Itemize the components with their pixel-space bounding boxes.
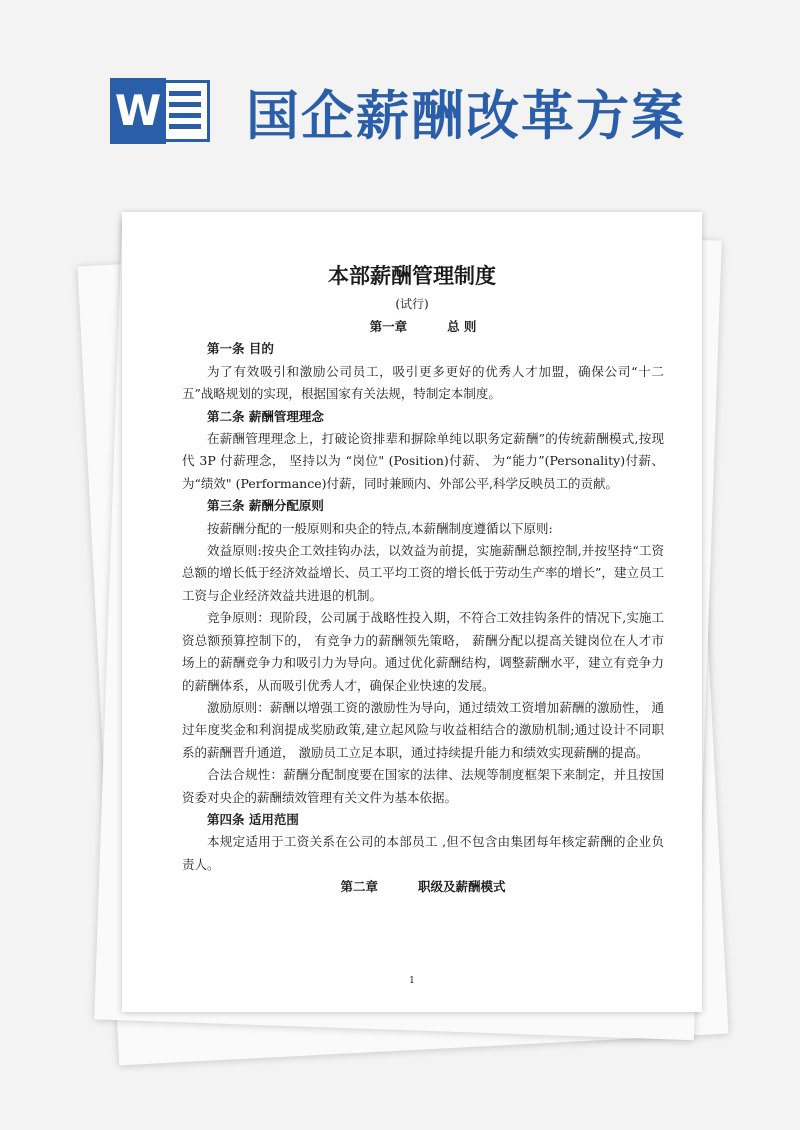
paragraph: 为了有效吸引和激励公司员工，吸引更多更好的优秀人才加盟，确保公司“十二五”战略规划的实现，根据国家有关法规，特制定本制度。 [182, 363, 664, 402]
article-heading: 第四条 适用范围 [207, 811, 299, 827]
banner-title: 国企薪酬改革方案 [246, 86, 686, 147]
chapter-heading: 第一章 总 则 [369, 319, 477, 334]
paragraph: 在薪酬管理理念上，打破论资排辈和摒除单纯以职务定薪酬”的传统薪酬模式,按现代 3P 付薪理念， 坚持以为 “岗位" (Position)付薪、 为“能力”(Personality)付薪、为“绩效" (Performance)付薪，同时兼顾内、外部公平,科学反映员工的贡献。 [182, 431, 664, 491]
document-page [122, 212, 702, 1012]
word-icon-letter: W [110, 78, 166, 144]
document-body [182, 316, 664, 899]
article-heading: 第三条 薪酬分配原则 [207, 498, 324, 514]
word-document-icon [110, 78, 212, 144]
chapter-heading: 第二章 职级及薪酬模式 [340, 879, 506, 895]
document-subtitle: (试行) [395, 297, 429, 311]
article-heading: 第二条 薪酬管理理念 [207, 408, 324, 424]
paragraph: 激励原则：薪酬以增强工资的激励性为导向，通过绩效工资增加薪酬的激励性， 通过年度奖金和利润提成奖励政策,建立起风险与收益相结合的激励机制;通过设计不同职系的薪酬晋升通道， 激励员工立足本职，通过持续提升能力和绩效实现薪酬的提高。 [182, 699, 664, 760]
document-title: 本部薪酬管理制度 [328, 264, 496, 288]
article-heading: 第一条 目的 [207, 341, 274, 357]
banner [0, 0, 800, 200]
paragraph: 合法合规性：薪酬分配制度要在国家的法律、法规等制度框架下来制定，并且按国资委对央企的薪酬绩效管理有关文件为基本依据。 [182, 767, 664, 805]
paragraph: 竞争原则：现阶段，公司属于战略性投入期，不符合工效挂钩条件的情况下,实施工资总额预算控制下的， 有竞争力的薪酬领先策略， 薪酬分配以提高关键岗位在人才市场上的薪酬竞争力和吸引力为导向。通过优化薪酬结构，调整薪酬水平，建立有竞争力的薪酬体系，从而吸引优秀人才，确保企业快速的发展。 [182, 610, 664, 693]
page-number: 1 [409, 976, 415, 986]
paragraph: 效益原则:按央企工效挂钩办法，以效益为前提，实施薪酬总额控制,并按坚持“工资总额的增长低于经济效益增长、员工平均工资的增长低于劳动生产率的增长”，建立员工工资与企业经济效益共进退的机制。 [182, 543, 664, 603]
paragraph: 按薪酬分配的一般原则和央企的特点,本薪酬制度遵循以下原则: [207, 520, 553, 536]
paragraph: 本规定适用于工资关系在公司的本部员工 ,但不包含由集团每年核定薪酬的企业负责人。 [182, 834, 664, 872]
